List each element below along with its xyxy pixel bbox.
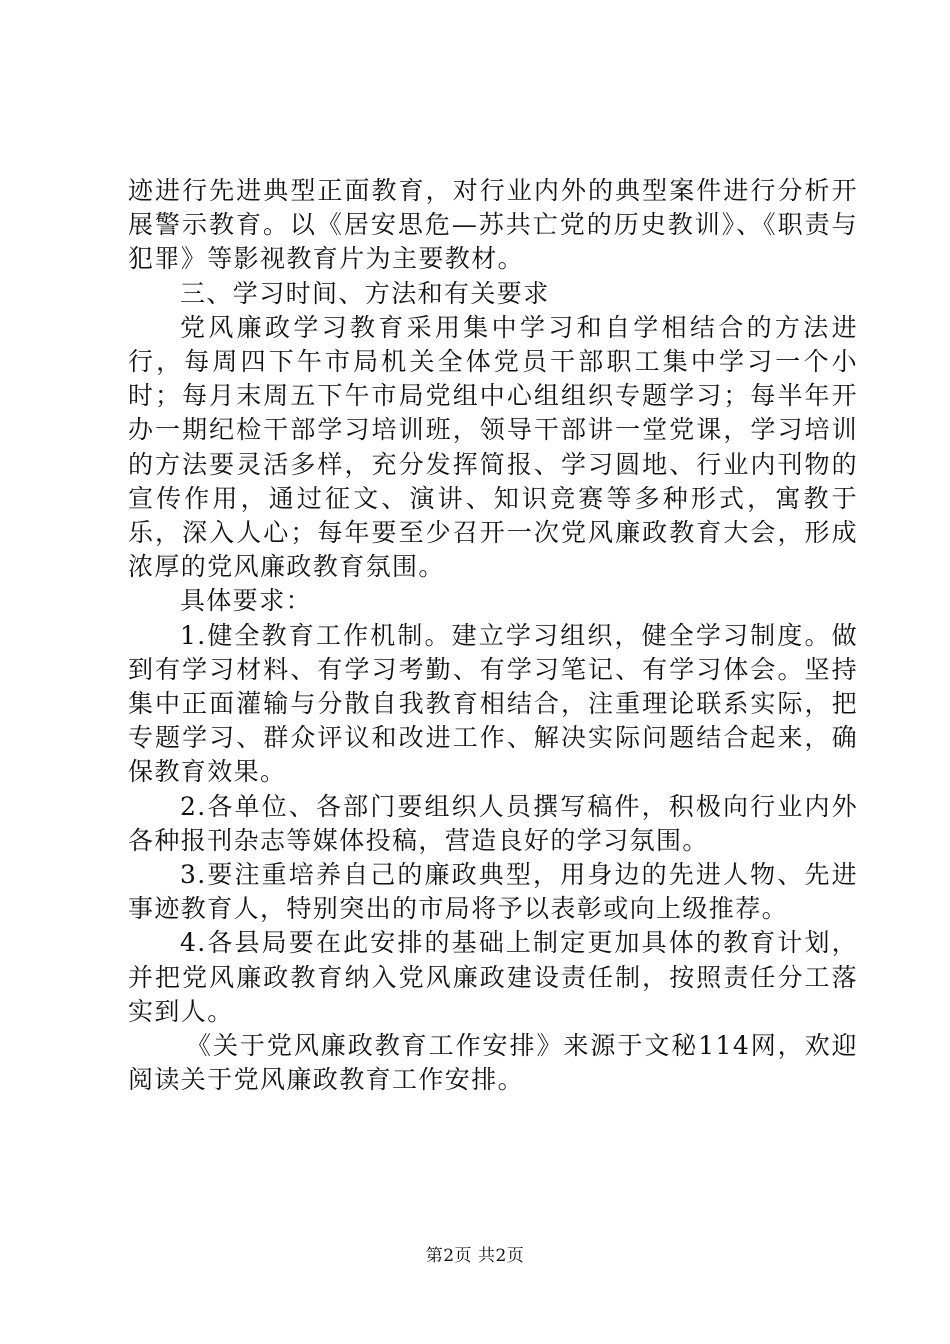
requirement-item-1: 1.健全教育工作机制。建立学习组织，健全学习制度。做到有学习材料、有学习考勤、有学习笔记、有学习体会。坚持集中正面灌输与分散自我教育相结合，注重理论联系实际，把专题学习、群众评议和改进工作、解决实际问题结合起来，确保教育效果。 — [128, 620, 858, 787]
page-footer — [0, 1241, 950, 1266]
paragraph-study-method: 党风廉政学习教育采用集中学习和自学相结合的方法进行，每周四下午市局机关全体党员干部职工集中学习一个小时；每月末周五下午市局党组中心组组织专题学习；每半年开办一期纪检干部学习培训班，领导干部讲一堂党课，学习培训的方法要灵活多样，充分发挥简报、学习圆地、行业内刊物的宣传作用，通过征文、演讲、知识竞赛等多种形式，寓教于乐，深入人心；每年要至少召开一次党风廉政教育大会，形成浓厚的党风廉政教育氛围。 — [128, 312, 858, 582]
requirement-item-2: 2.各单位、各部门要组织人员撰写稿件，积极向行业内外各种报刊杂志等媒体投稿，营造良好的学习氛围。 — [128, 791, 858, 855]
requirement-item-4: 4.各县局要在此安排的基础上制定更加具体的教育计划，并把党风廉政教育纳入党风廉政建设责任制，按照责任分工落实到人。 — [128, 928, 858, 1026]
requirements-heading: 具体要求： — [180, 586, 313, 616]
document-body — [128, 174, 858, 1097]
page-number: 第2页 共2页 — [425, 1246, 525, 1266]
source-note: 《关于党风廉政教育工作安排》来源于文秘114网，欢迎阅读关于党风廉政教育工作安排。 — [128, 1031, 858, 1095]
section-heading-3: 三、学习时间、方法和有关要求 — [180, 278, 550, 308]
paragraph-continuation: 迹进行先进典型正面教育，对行业内外的典型案件进行分析开展警示教育。以《居安思危—苏共亡党的历史教训》、《职责与犯罪》等影视教育片为主要教材。 — [128, 176, 858, 274]
requirement-item-3: 3.要注重培养自己的廉政典型，用身边的先进人物、先进事迹教育人，特别突出的市局将予以表彰或向上级推荐。 — [128, 860, 858, 924]
